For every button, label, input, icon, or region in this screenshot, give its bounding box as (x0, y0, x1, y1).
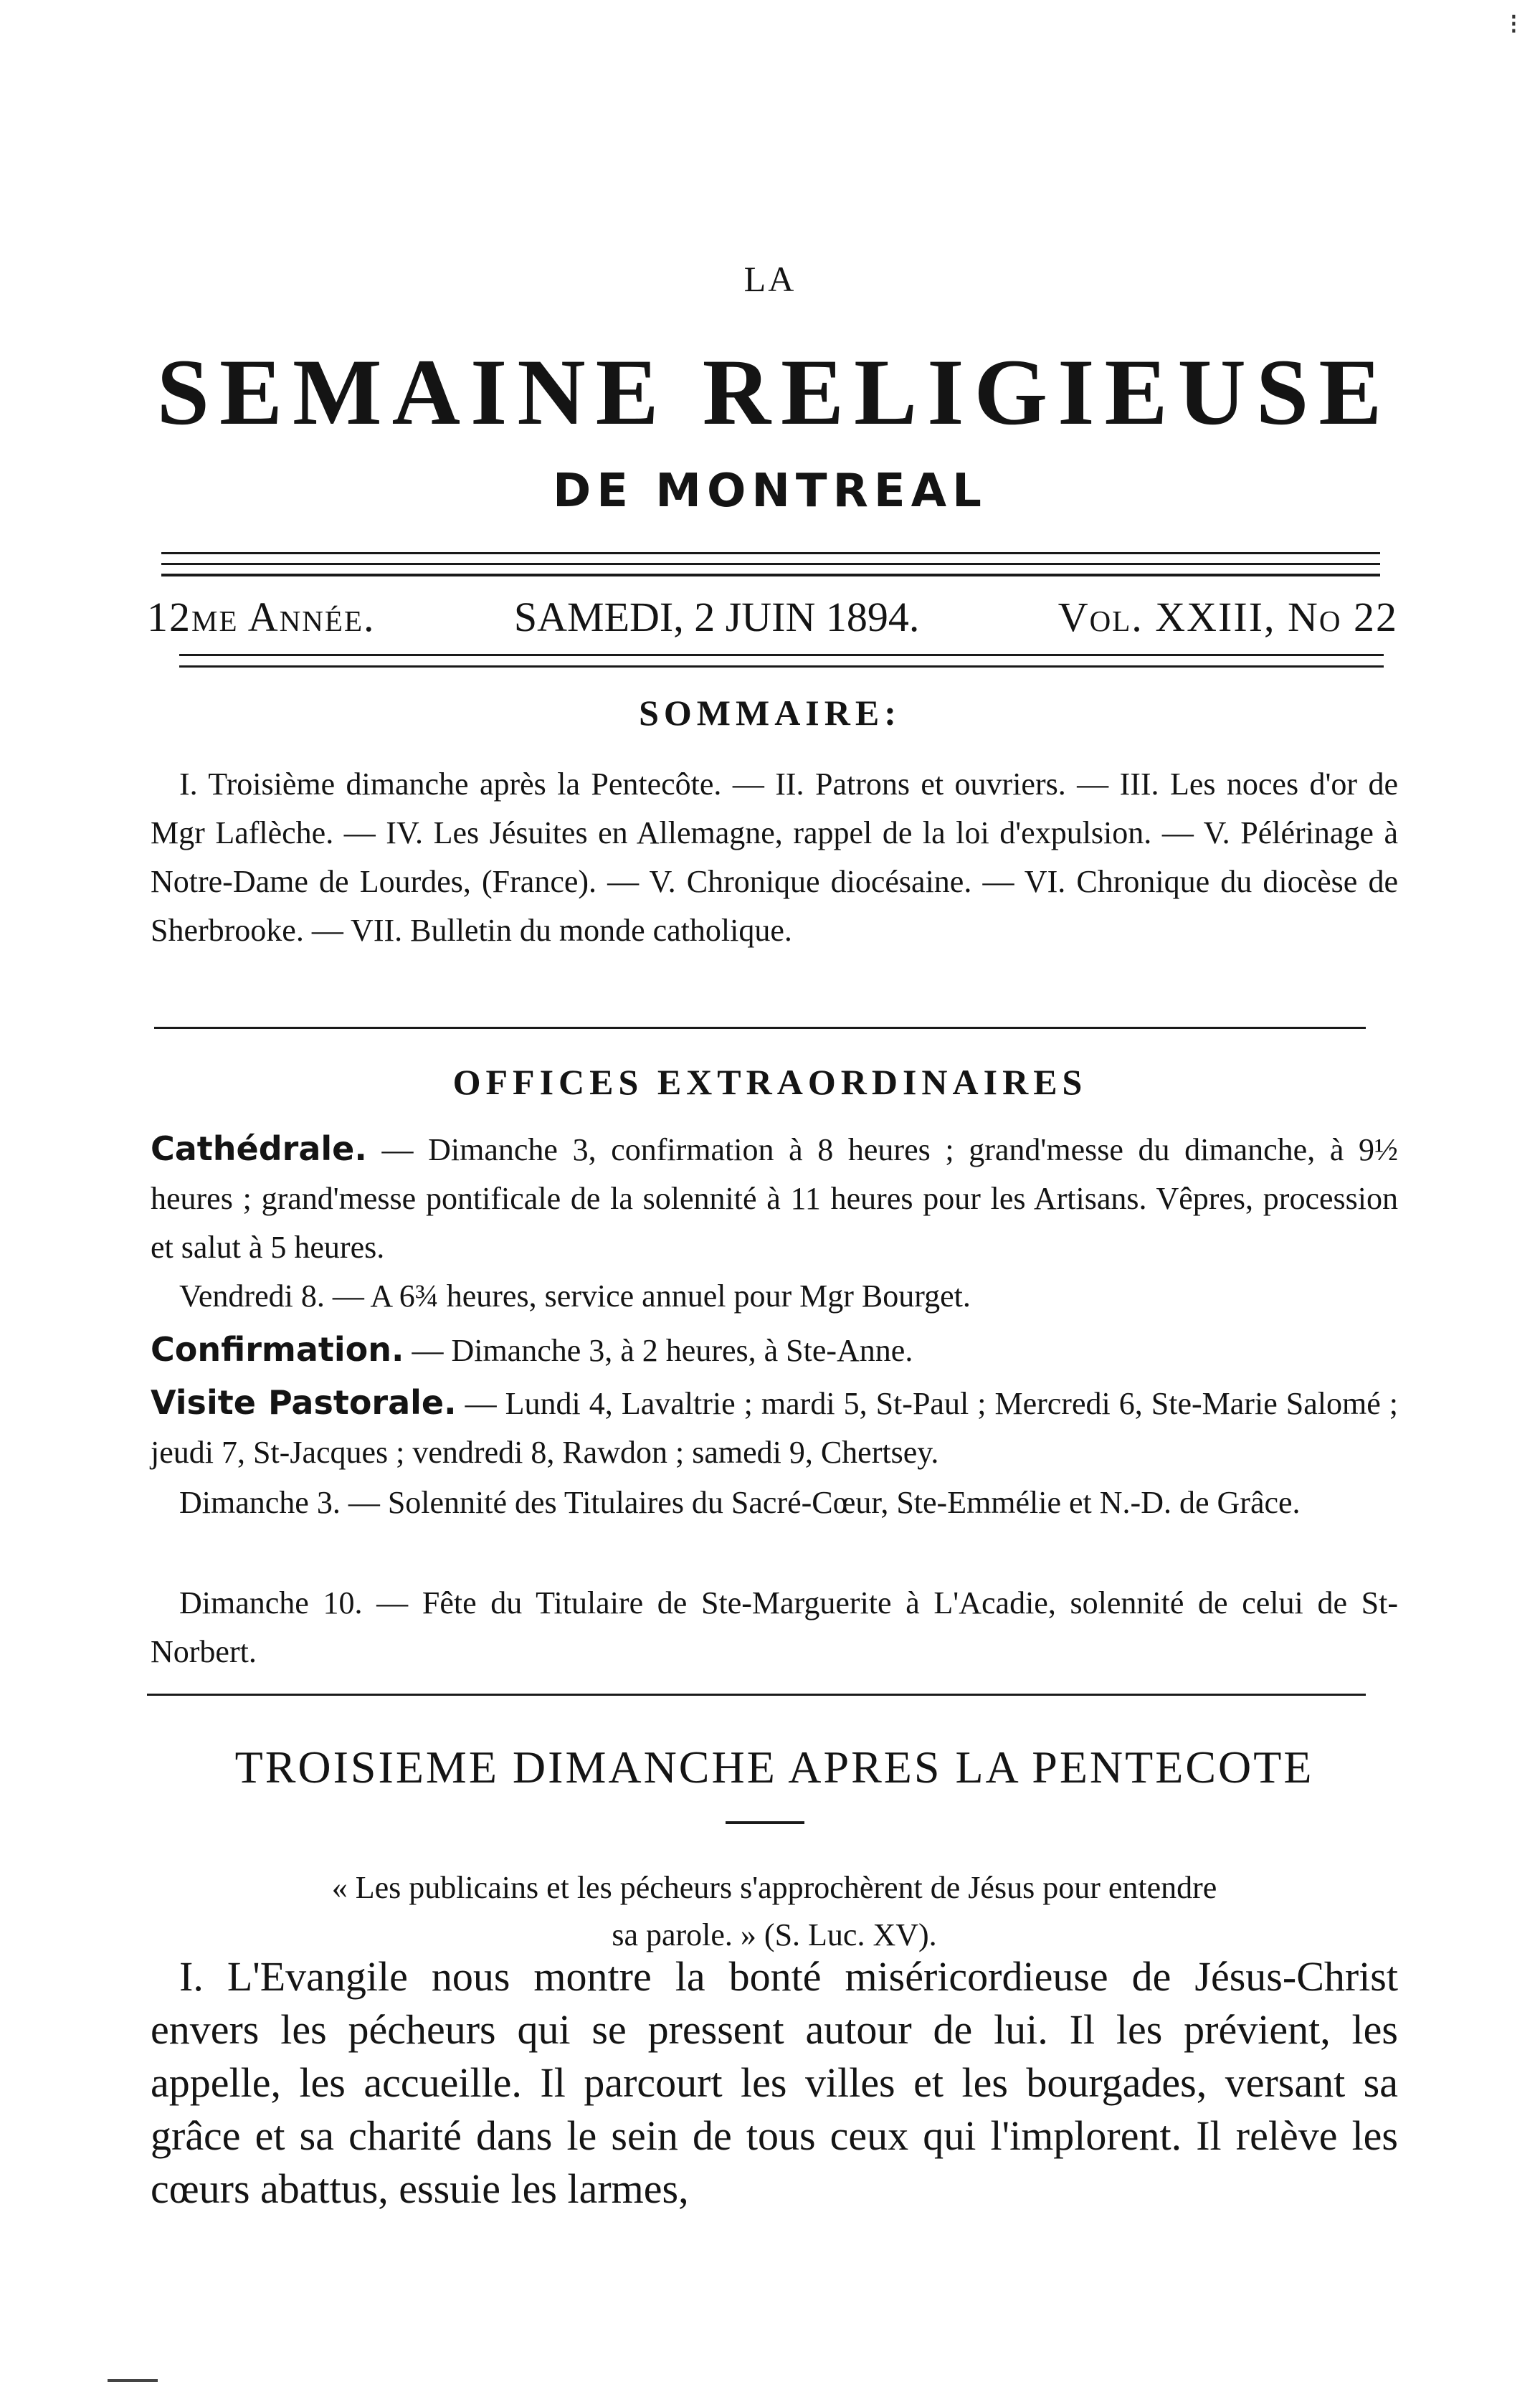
masthead-article: LA (743, 259, 797, 299)
offices-entry (151, 1124, 1398, 1272)
offices-divider (147, 1694, 1366, 1696)
article-epigraph (179, 1864, 1369, 1959)
issue-volume: Vol. XXIII, No 22 (1057, 593, 1398, 640)
issue-rule-top-3 (161, 574, 1380, 576)
issue-year: 12me Année. (147, 593, 376, 640)
offices-entry-lead: Confirmation. (151, 1330, 404, 1369)
offices-entry (151, 1579, 1398, 1676)
offices-entry-text: Dimanche 3. — Solennité des Titulaires du Sacré-Cœur, Ste-Emmélie et N.-D. de Grâce. (179, 1485, 1301, 1520)
issue-rule-top-2 (161, 563, 1380, 565)
offices-entry-text: Dimanche 10. — Fête du Titulaire de Ste-Marguerite à L'Acadie, solennité de celui de St-Norbert. (151, 1585, 1398, 1669)
sommaire-text: I. Troisième dimanche après la Pentecôte. — II. Patrons et ouvriers. — III. Les noces d'or de Mgr Laflèche. — IV. Les Jésuites en Allemagne, rappel de la loi d'expulsion. — V. Pélérinage à Notre-Dame de Lourdes, (France). — V. Chronique diocésaine. — VI. Chronique du diocèse de Sherbrooke. — VII. Bulletin du monde catholique. (151, 766, 1398, 948)
issue-rule-bottom-2 (179, 665, 1384, 668)
offices-entry-text: — Dimanche 3, à 2 heures, à Ste-Anne. (404, 1333, 913, 1368)
offices-entry-text: — Lundi 4, Lavaltrie ; mardi 5, St-Paul ; Mercredi 6, Ste-Marie Salomé ; jeudi 7, St-Jacques ; vendredi 8, Rawdon ; samedi 9, Chertsey. (151, 1386, 1398, 1470)
article-body: I. L'Evangile nous montre la bonté miséricordieuse de Jésus-Christ envers les pécheurs qui se pressent autour de lui. Il les prévient, les appelle, les accueille. Il parcourt les villes et les bourgades, versant sa grâce et sa charité dans le sein de tous ceux qui l'implorent. Il relève les cœurs abattus, essuie les larmes, (151, 1953, 1398, 2212)
epigraph-line-1: « Les publicains et les pécheurs s'approchèrent de Jésus pour entendre (331, 1870, 1217, 1905)
offices-entry (151, 1272, 1398, 1321)
offices-entry-text: — Dimanche 3, confirmation à 8 heures ; grand'messe du dimanche, à 9½ heures ; grand'messe pontificale de la solennité à 11 heures pour les Artisans. Vêpres, procession et salut à 5 heures. (151, 1132, 1398, 1265)
masthead-subtitle: DE MONTREAL (553, 465, 987, 518)
article-title-dash (726, 1821, 804, 1824)
article-title: TROISIEME DIMANCHE APRES LA PENTECOTE (234, 1742, 1314, 1793)
issue-rule-bottom-1 (179, 654, 1384, 656)
sommaire-divider (154, 1027, 1366, 1029)
issue-line (147, 588, 1398, 645)
offices-entry-lead: Visite Pastorale. (151, 1383, 457, 1422)
sommaire-heading: SOMMAIRE: (639, 693, 901, 733)
margin-dash (108, 2379, 158, 2382)
issue-rule-top-1 (161, 552, 1380, 554)
issue-date: SAMEDI, 2 JUIN 1894. (513, 593, 920, 640)
margin-mark: ⁝ (1509, 8, 1518, 40)
offices-entry (151, 1378, 1398, 1477)
offices-entry-lead: Cathédrale. (151, 1129, 367, 1168)
offices-entry-text: Vendredi 8. — A 6¾ heures, service annuel pour Mgr Bourget. (179, 1278, 971, 1314)
masthead-title: SEMAINE RELIGIEUSE (156, 339, 1392, 445)
offices-heading: OFFICES EXTRAORDINAIRES (452, 1062, 1088, 1102)
offices-entry (151, 1478, 1398, 1527)
epigraph-line-2: sa parole. » (S. Luc. XV). (612, 1917, 937, 1952)
offices-entry (151, 1325, 1398, 1375)
